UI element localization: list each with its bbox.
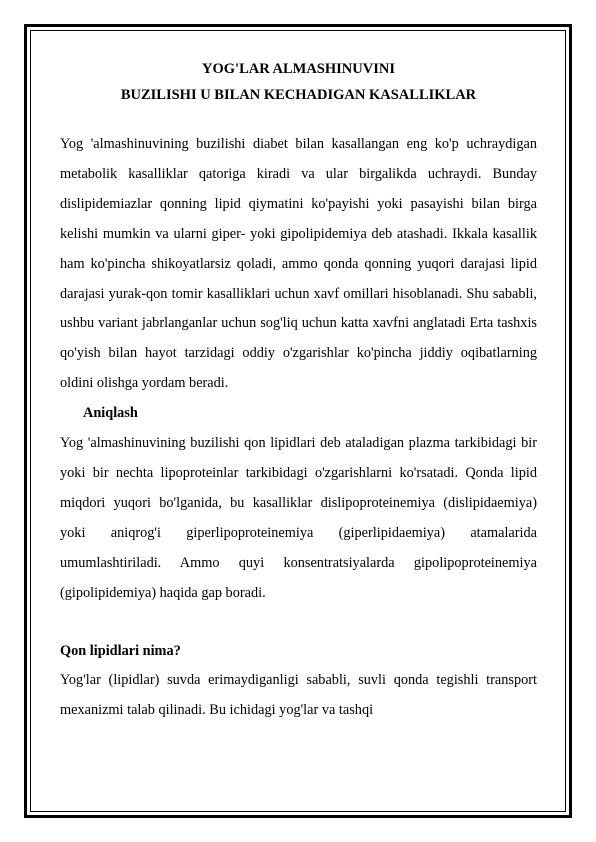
definition-heading: Aniqlash xyxy=(83,405,138,422)
section-spacer xyxy=(60,609,537,637)
document-title-line-1: YOG'LAR ALMASHINUVINI xyxy=(202,61,395,77)
question-heading: Qon lipidlari nima? xyxy=(60,642,181,659)
definition-paragraph: Yog 'almashinuvining buzilishi qon lipidlari deb ataladigan plazma tarkibidagi bir yoki bir nechta lipoproteinlar tarkibidagi o'zgarishlarni ko'rsatadi. Qonda lipid miqdori yuqori bo'lganida, bu kasalliklar dislipoproteinemiya (dislipidaemiya) yoki aniqrog'i giperlipoproteinemiya (giperlipidaemiya) atamalarida umumlashtiriladi. Ammo quyi konsentratsiyalarda gipolipoproteinemiya (gipolipidemiya) haqida gap boradi. xyxy=(60,435,537,601)
intro-paragraph: Yog 'almashinuvining buzilishi diabet bilan kasallangan eng ko'p uchraydigan metabolik kasalliklar qatoriga kiradi va ular birgalikda uchraydi. Bunday dislipidemiazlar qonning lipid qiymatini ko'payishi yoki pasayishi bilan birga kelishi mumkin va ularni giper- yoki gipolipidemiya deb atashadi. Ikkala kasallik ham ko'pincha shikoyatlarsiz qoladi, ammo qonda qonning yuqori darajasi lipid darajasi yurak-qon tomir kasalliklari uchun xavf omillari hisoblanadi. Shu sababli, ushbu variant jabrlanganlar uchun sog'liq uchun katta xavfni anglatadi Erta tashxis qo'yish bilan hayot tarzidagi oddiy o'zgarishlar ko'pincha jiddiy oqibatlarning oldini olishga yordam beradi. xyxy=(60,136,537,392)
document-title-line-2: BUZILISHI U BILAN KECHADIGAN KASALLIKLAR xyxy=(120,87,477,103)
title-spacer xyxy=(60,108,537,130)
document-body xyxy=(60,56,537,726)
question-paragraph: Yog'lar (lipidlar) suvda erimaydiganligi sababli, suvli qonda tegishli transport mexanizmi talab qilinadi. Bu ichidagi yog'lar va tashqi xyxy=(60,672,537,719)
